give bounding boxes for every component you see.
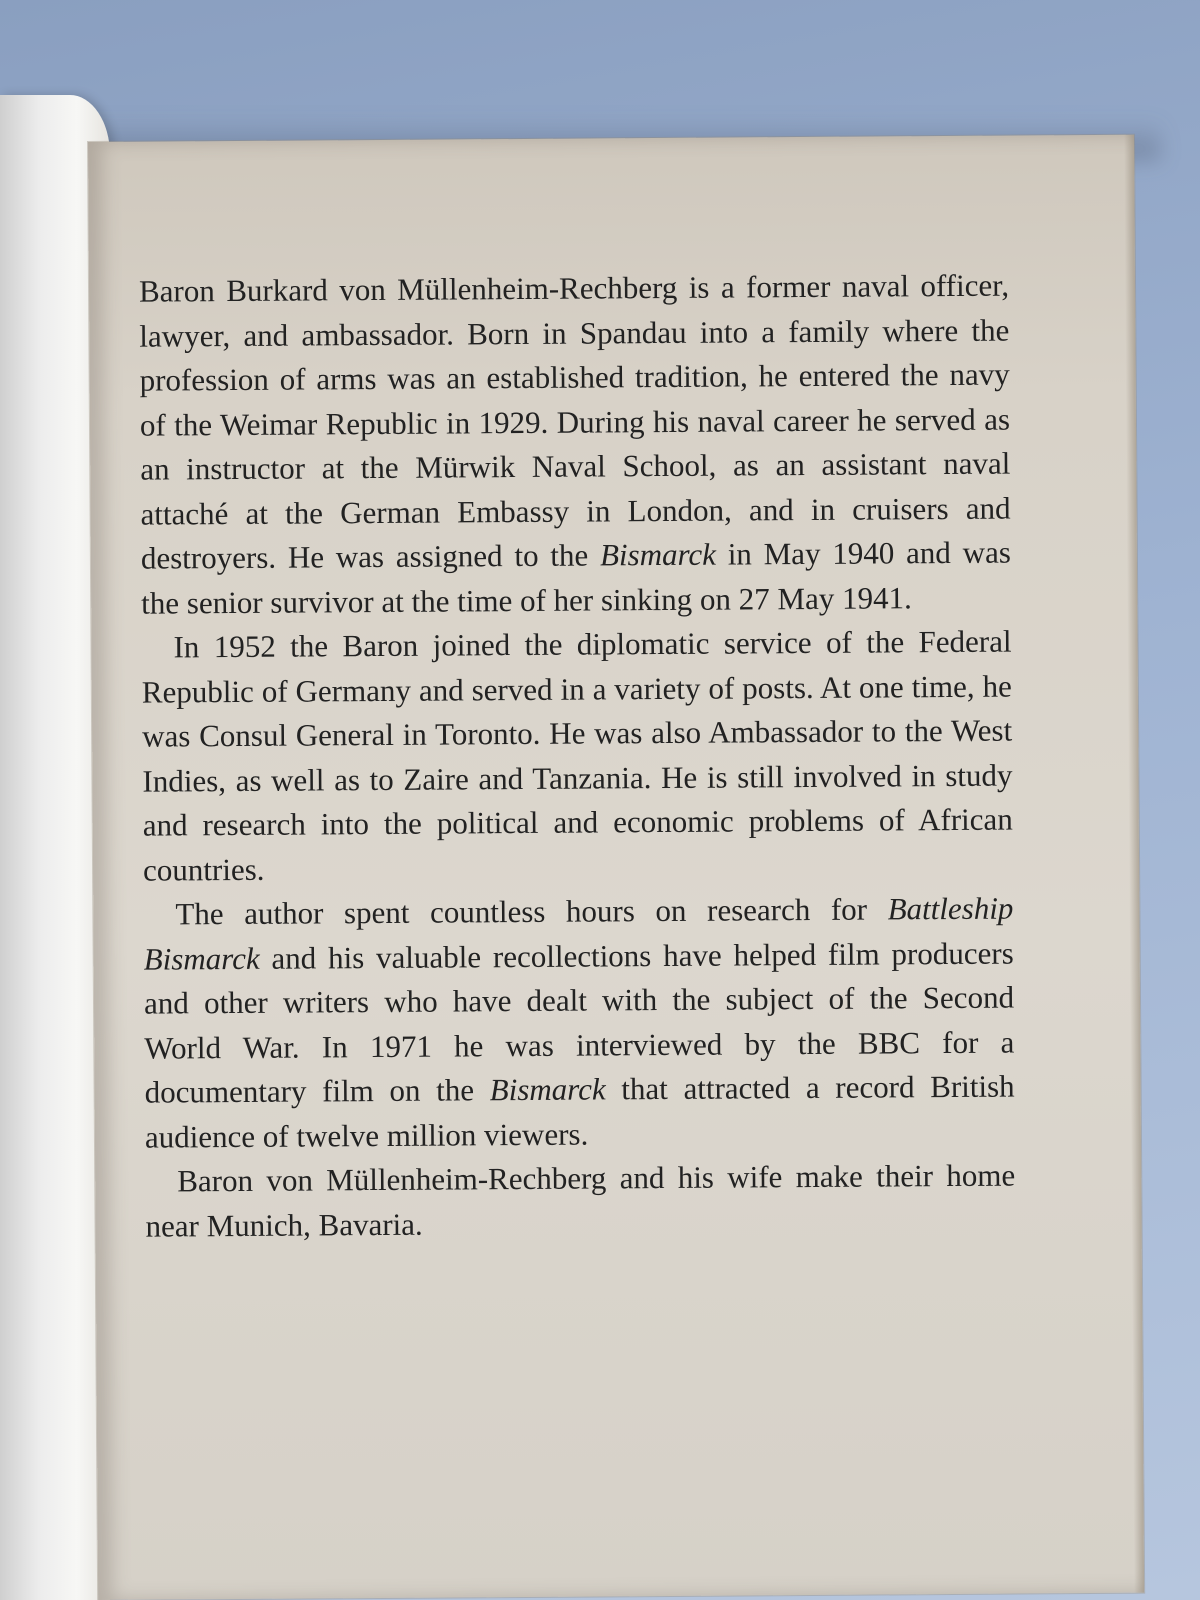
bio-text: In 1952 the Baron joined the diplomatic service of the Federal Republic of Germany and served in a variety of posts. At one time, he was Consul General in Toronto. He was also Ambassador to the West Indies, as well as to Zaire and Tanzania. He is still involved in study and research into the political and economic problems of African countries.: [141, 623, 1013, 888]
bio-text: that attracted a record British audience of twelve million viewers.: [144, 1068, 1015, 1155]
bio-text: Baron Burkard von Müllenheim-Rechberg is a former naval officer, lawyer, and ambassador. Born in Spandau into a family where the profession of arms was an established tradition, he entered the navy of the Weimar Republic in 1929. During his naval career he served as an instructor at the Mürwik Naval School, as an assistant naval attaché at the German Embassy in London, and in cruisers and destroyers. He was assigned to the: [138, 267, 1011, 576]
bio-italic-title: Bismarck: [489, 1071, 606, 1108]
bio-paragraph-2: [141, 620, 1013, 893]
bio-text: in May 1940 and was the senior survivor at the time of her sinking on 27 May 1941.: [141, 534, 1012, 621]
bio-text: Baron von Müllenheim-Rechberg and his wife make their home near Munich, Bavaria.: [145, 1157, 1016, 1244]
bio-paragraph-4: [145, 1154, 1016, 1249]
bio-text: The author spent countless hours on research for: [175, 891, 888, 932]
book-page: [88, 135, 1144, 1600]
bio-italic-title: Battleship Bismarck: [143, 890, 1014, 977]
author-biography: [139, 264, 1016, 1249]
bio-paragraph-3: [143, 887, 1015, 1160]
bio-text: and his valuable recollections have helped film producers and other writers who have dealt with the subject of the Second World War. In 1971 he was interviewed by the BBC for a documentary film on the: [143, 935, 1015, 1110]
page-edge: [1124, 135, 1144, 1593]
bio-italic-title: Bismarck: [599, 536, 717, 573]
bio-paragraph-1: [139, 264, 1011, 626]
